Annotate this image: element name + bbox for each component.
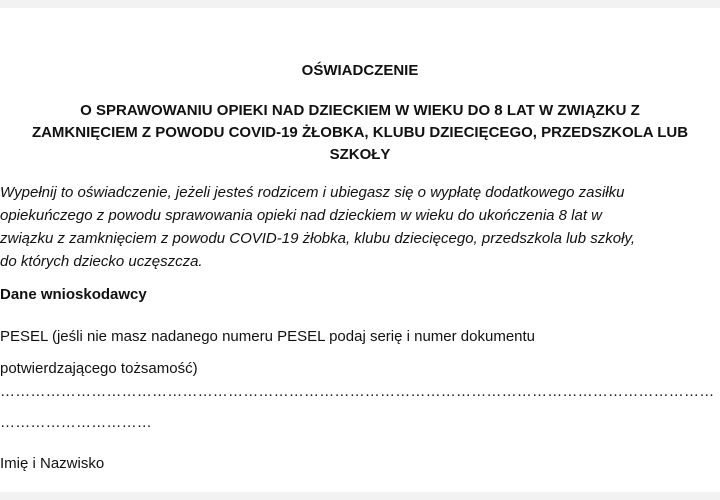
name-label: Imię i Nazwisko [0, 455, 105, 472]
pesel-label [0, 321, 535, 385]
intro-line: związku z zamknięciem z powodu COVID-19 żłobka, klubu dziecięcego, przedszkola lub szkoły, [0, 230, 636, 247]
document-page [0, 8, 720, 492]
intro-line: Wypełnij to oświadczenie, jeżeli jesteś rodzicem i ubiegasz się o wypłatę dodatkowego zasiłku [0, 184, 625, 201]
subtitle-line: ZAMKNIĘCIEM Z POWODU COVID-19 ŻŁOBKA, KLUBU DZIECIĘCEGO, PRZEDSZKOLA LUB [31, 124, 689, 141]
document-title: OŚWIADCZENIE [301, 62, 419, 79]
pesel-fill-line-continued[interactable]: ………………………… [0, 414, 152, 431]
document-subtitle [0, 100, 720, 166]
section-heading-applicant: Dane wnioskodawcy [0, 286, 147, 303]
subtitle-line: O SPRAWOWANIU OPIEKI NAD DZIECKIEM W WIEKU DO 8 LAT W ZWIĄZKU Z [80, 102, 640, 119]
pesel-label-line: PESEL (jeśli nie masz nadanego numeru PESEL podaj serię i numer dokumentu [0, 328, 536, 345]
intro-line: opiekuńczego z powodu sprawowania opieki nad dzieckiem w wieku do ukończenia 8 lat w [0, 207, 603, 224]
pesel-fill-line[interactable]: …………………………………………………………………………………………………………………………… [0, 383, 715, 400]
intro-line: do których dziecko uczęszcza. [0, 253, 203, 270]
pesel-label-line: potwierdzającego tożsamość) [0, 360, 198, 377]
subtitle-line: SZKOŁY [329, 146, 391, 163]
intro-paragraph [0, 181, 720, 273]
